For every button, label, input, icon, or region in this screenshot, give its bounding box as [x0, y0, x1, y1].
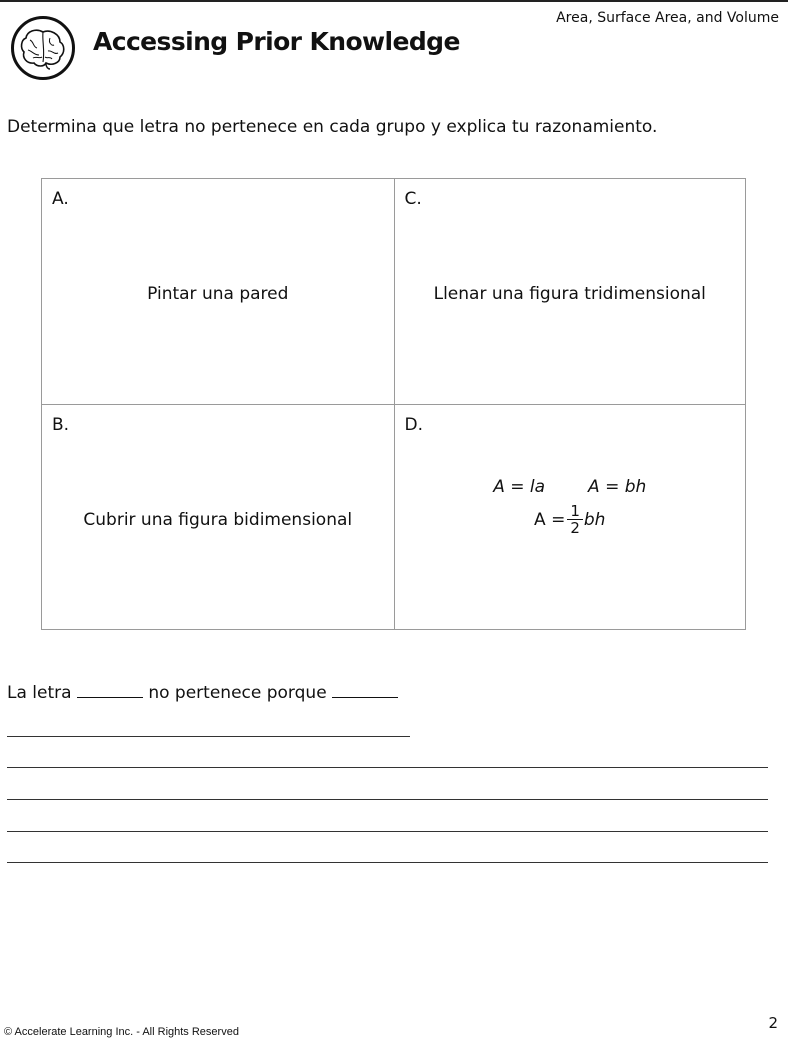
which-one-doesnt-belong-grid — [41, 178, 746, 630]
answer-line-5[interactable] — [7, 862, 768, 863]
answer-line-1[interactable] — [7, 736, 410, 737]
reason-blank[interactable] — [332, 683, 398, 698]
cell-c-text: Llenar una figura tridimensional — [433, 284, 706, 304]
cell-c-letter: C. — [404, 189, 422, 209]
subject-title: Area, Surface Area, and Volume — [556, 10, 779, 26]
page-number: 2 — [768, 1014, 778, 1032]
answer-line-4[interactable] — [7, 831, 768, 832]
brain-icon — [11, 16, 75, 80]
cell-b-text: Cubrir una figura bidimensional — [83, 509, 353, 530]
cell-a-text: Pintar una pared — [147, 284, 289, 304]
copyright: © Accelerate Learning Inc. - All Rights Reserved — [4, 1026, 239, 1038]
fraction-one-half: $\frac{1}{2}$ — [567, 503, 583, 536]
instructions: Determina que letra no pertenece en cada grupo y explica tu razonamiento. — [7, 117, 658, 137]
cell-b — [42, 404, 394, 629]
formula-triangle: A = $\frac{1}{2}$ bh — [534, 502, 606, 537]
letter-blank[interactable] — [77, 683, 143, 698]
cell-d — [394, 404, 746, 629]
cell-a-letter: A. — [52, 189, 69, 209]
area-formulas — [395, 477, 746, 536]
formula-parallelogram: A = bh — [588, 477, 647, 497]
answer-line-2[interactable] — [7, 767, 768, 768]
answer-sentence: La letra no pertenece porque — [7, 683, 398, 703]
top-rule — [0, 0, 788, 2]
answer-line-3[interactable] — [7, 799, 768, 800]
cell-a — [42, 179, 394, 404]
formula-rectangle: A = la — [493, 477, 546, 497]
cell-b-letter: B. — [52, 415, 70, 435]
cell-d-letter: D. — [404, 415, 423, 435]
cell-c — [394, 179, 746, 404]
page-title: Accessing Prior Knowledge — [93, 27, 460, 56]
